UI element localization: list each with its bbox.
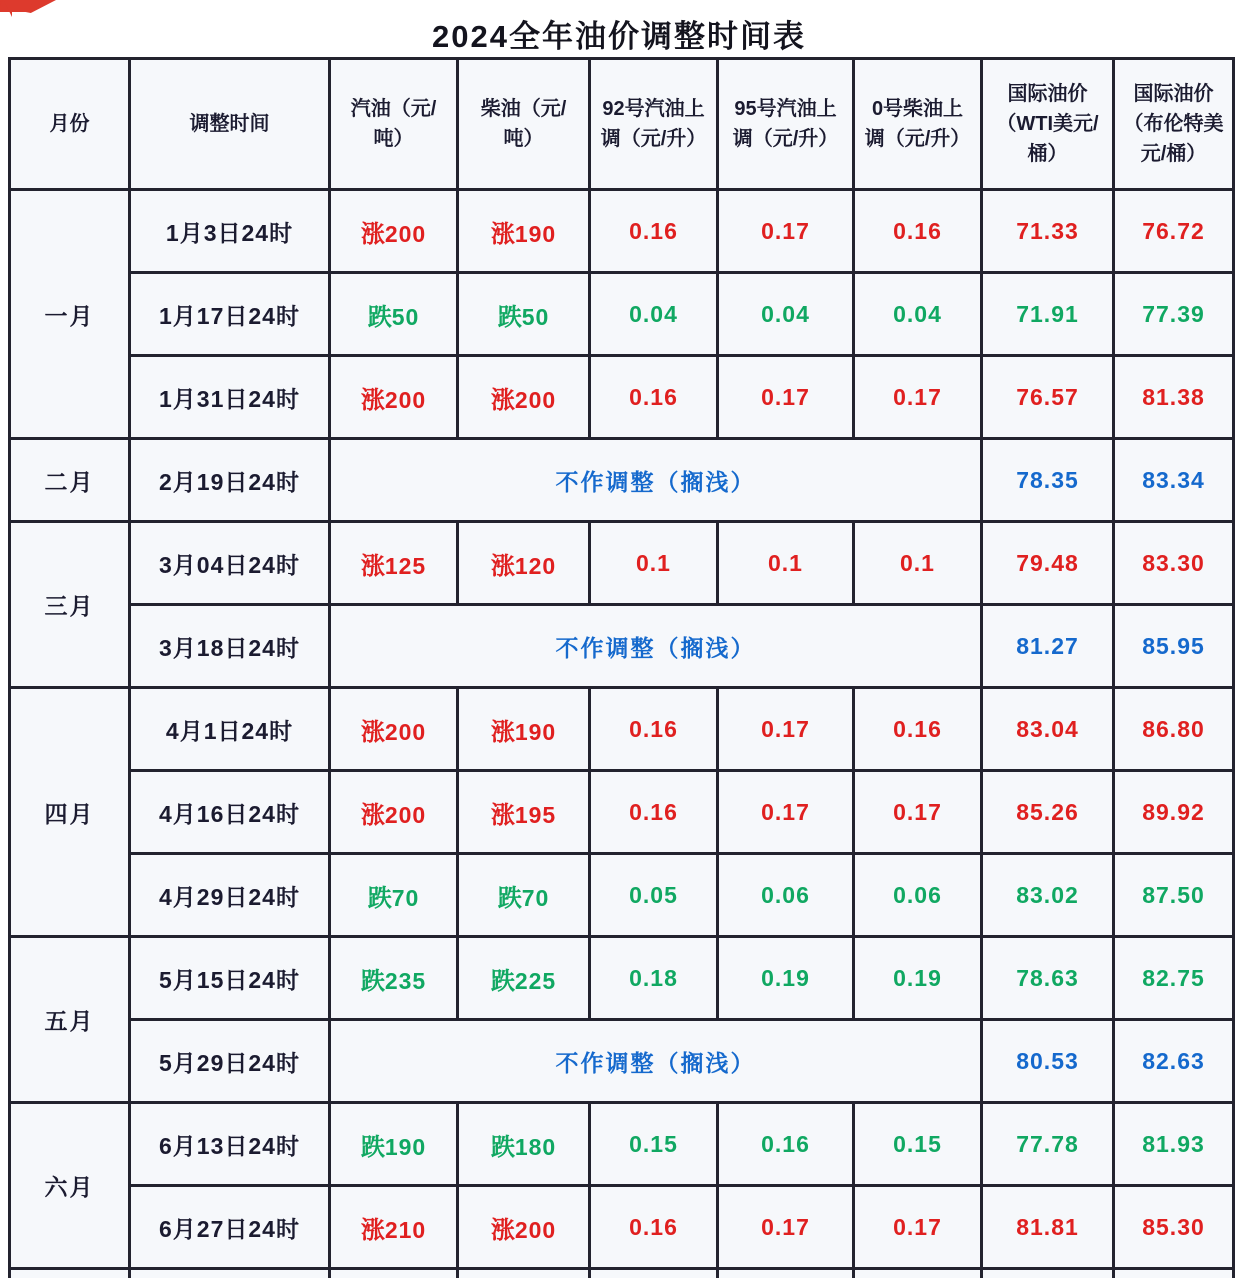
wti-cell: 85.26 — [982, 771, 1114, 854]
header-diesel: 柴油（元/吨） — [458, 59, 590, 190]
month-cell: 五月 — [10, 937, 130, 1103]
gasoline-value: 125 — [384, 552, 427, 579]
gasoline-value: 200 — [384, 801, 427, 828]
diesel-value: 50 — [521, 303, 550, 330]
wti-cell: 78.63 — [982, 937, 1114, 1020]
month-cell: 一月 — [10, 190, 130, 439]
gas95-cell: 0.04 — [718, 273, 854, 356]
brent-cell: 85.95 — [1114, 605, 1234, 688]
header-diesel0: 0号柴油上调（元/升） — [854, 59, 982, 190]
diesel-value: 180 — [514, 1133, 557, 1160]
no-adjust-cell: 不作调整（搁浅） — [330, 1020, 982, 1103]
gasoline-value: 200 — [384, 220, 427, 247]
diesel-cell — [458, 1103, 590, 1186]
diesel-value: 225 — [514, 967, 557, 994]
date-cell: 1月17日24时 — [130, 273, 330, 356]
trend-up-glyph: 涨 — [360, 1216, 385, 1244]
wti-cell: 77.78 — [982, 1103, 1114, 1186]
trend-down-glyph: 跌 — [497, 884, 522, 912]
trend-up-glyph: 涨 — [490, 1216, 515, 1244]
trend-up-glyph: 涨 — [490, 552, 515, 580]
gas95-cell: 0.17 — [718, 771, 854, 854]
gasoline-cell — [330, 1269, 458, 1278]
diesel-value: 200 — [514, 1216, 557, 1243]
wti-cell: 71.33 — [982, 190, 1114, 273]
brent-cell: 83.34 — [1114, 439, 1234, 522]
diesel0-cell: 0.16 — [854, 688, 982, 771]
diesel-cell — [458, 1186, 590, 1269]
brent-cell: 82.63 — [1114, 1020, 1234, 1103]
table-row — [10, 356, 1234, 439]
brent-cell: 81.38 — [1114, 356, 1234, 439]
date-cell: 5月29日24时 — [130, 1020, 330, 1103]
date-cell: 1月3日24时 — [130, 190, 330, 273]
trend-up-glyph: 涨 — [490, 801, 515, 829]
date-cell: 4月16日24时 — [130, 771, 330, 854]
diesel-cell — [458, 937, 590, 1020]
diesel0-cell: 0.15 — [854, 1103, 982, 1186]
wti-cell: 81.27 — [982, 605, 1114, 688]
brent-cell: 82.75 — [1114, 937, 1234, 1020]
gas95-cell: 0.1 — [718, 522, 854, 605]
trend-down-glyph: 跌 — [360, 967, 385, 995]
brent-cell: 76.72 — [1114, 190, 1234, 273]
table-row — [10, 1103, 1234, 1186]
diesel-cell — [458, 854, 590, 937]
gas92-cell: 0.18 — [590, 937, 718, 1020]
wti-cell: 71.91 — [982, 273, 1114, 356]
diesel0-cell — [854, 1269, 982, 1278]
month-cell: 六月 — [10, 1103, 130, 1269]
trend-down-glyph: 跌 — [490, 967, 515, 995]
diesel0-cell: 0.19 — [854, 937, 982, 1020]
date-cell — [130, 1269, 330, 1278]
diesel-value: 190 — [514, 718, 557, 745]
wti-cell: 78.35 — [982, 439, 1114, 522]
header-gasoline: 汽油（元/吨） — [330, 59, 458, 190]
brent-cell: 77.39 — [1114, 273, 1234, 356]
table-row — [10, 771, 1234, 854]
diesel0-cell: 0.17 — [854, 1186, 982, 1269]
table-row — [10, 1020, 1234, 1103]
date-cell: 3月04日24时 — [130, 522, 330, 605]
wti-cell: 76.57 — [982, 356, 1114, 439]
gasoline-value: 200 — [384, 718, 427, 745]
diesel0-cell: 0.17 — [854, 771, 982, 854]
trend-down-glyph: 跌 — [360, 1133, 385, 1161]
no-adjust-cell: 不作调整（搁浅） — [330, 439, 982, 522]
table-row — [10, 273, 1234, 356]
gas92-cell: 0.16 — [590, 688, 718, 771]
trend-up-glyph: 涨 — [360, 552, 385, 580]
diesel-value: 190 — [514, 220, 557, 247]
trend-up-glyph: 涨 — [490, 718, 515, 746]
trend-up-glyph: 涨 — [360, 801, 385, 829]
table-row-clipped — [10, 1269, 1234, 1278]
header-wti: 国际油价（WTI美元/桶） — [982, 59, 1114, 190]
gas92-cell: 0.1 — [590, 522, 718, 605]
oil-price-table — [8, 57, 1235, 1278]
date-cell: 2月19日24时 — [130, 439, 330, 522]
trend-up-glyph: 涨 — [360, 718, 385, 746]
brent-cell — [1114, 1269, 1234, 1278]
wti-cell: 83.02 — [982, 854, 1114, 937]
date-cell: 4月29日24时 — [130, 854, 330, 937]
gas95-cell: 0.19 — [718, 937, 854, 1020]
gas95-cell: 0.17 — [718, 688, 854, 771]
date-cell: 1月31日24时 — [130, 356, 330, 439]
date-cell: 5月15日24时 — [130, 937, 330, 1020]
date-cell: 4月1日24时 — [130, 688, 330, 771]
trend-up-glyph: 涨 — [360, 386, 385, 414]
header-gas92: 92号汽油上调（元/升） — [590, 59, 718, 190]
table-row — [10, 1186, 1234, 1269]
gasoline-cell — [330, 1186, 458, 1269]
no-adjust-cell: 不作调整（搁浅） — [330, 605, 982, 688]
gas95-cell: 0.17 — [718, 190, 854, 273]
table-row — [10, 439, 1234, 522]
gas95-cell: 0.17 — [718, 356, 854, 439]
diesel-value: 120 — [514, 552, 557, 579]
brent-cell: 83.30 — [1114, 522, 1234, 605]
brent-cell: 81.93 — [1114, 1103, 1234, 1186]
gasoline-value: 50 — [391, 303, 420, 330]
table-row — [10, 854, 1234, 937]
wti-cell: 83.04 — [982, 688, 1114, 771]
month-cell — [10, 1269, 130, 1278]
header-brent: 国际油价（布伦特美元/桶） — [1114, 59, 1234, 190]
wti-cell: 80.53 — [982, 1020, 1114, 1103]
trend-down-glyph: 跌 — [490, 1133, 515, 1161]
brent-cell: 89.92 — [1114, 771, 1234, 854]
gas95-cell — [718, 1269, 854, 1278]
diesel0-cell: 0.17 — [854, 356, 982, 439]
page-title: 2024全年油价调整时间表 — [432, 19, 806, 54]
date-cell: 6月27日24时 — [130, 1186, 330, 1269]
gas95-cell: 0.06 — [718, 854, 854, 937]
header-gas95: 95号汽油上调（元/升） — [718, 59, 854, 190]
table-row — [10, 605, 1234, 688]
table-row — [10, 190, 1234, 273]
trend-up-glyph: 涨 — [490, 386, 515, 414]
diesel-cell — [458, 771, 590, 854]
diesel0-cell: 0.1 — [854, 522, 982, 605]
gas95-cell: 0.16 — [718, 1103, 854, 1186]
gas92-cell: 0.16 — [590, 1186, 718, 1269]
date-cell: 3月18日24时 — [130, 605, 330, 688]
diesel-cell — [458, 688, 590, 771]
month-cell: 三月 — [10, 522, 130, 688]
diesel-cell — [458, 356, 590, 439]
trend-up-glyph: 涨 — [360, 220, 385, 248]
brent-cell: 85.30 — [1114, 1186, 1234, 1269]
wti-cell: 79.48 — [982, 522, 1114, 605]
diesel0-cell: 0.04 — [854, 273, 982, 356]
gasoline-value: 200 — [384, 386, 427, 413]
gasoline-cell — [330, 356, 458, 439]
trend-up-glyph: 涨 — [490, 220, 515, 248]
gasoline-cell — [330, 688, 458, 771]
gasoline-value: 235 — [384, 967, 427, 994]
diesel-cell — [458, 1269, 590, 1278]
diesel-cell — [458, 273, 590, 356]
table-row — [10, 522, 1234, 605]
diesel-value: 70 — [521, 884, 550, 911]
diesel0-cell: 0.16 — [854, 190, 982, 273]
gas92-cell: 0.16 — [590, 771, 718, 854]
gas92-cell: 0.16 — [590, 190, 718, 273]
header-adjust-time: 调整时间 — [130, 59, 330, 190]
diesel-value: 195 — [514, 801, 557, 828]
gas92-cell — [590, 1269, 718, 1278]
gasoline-cell — [330, 1103, 458, 1186]
trend-down-glyph: 跌 — [367, 303, 392, 331]
diesel-cell — [458, 522, 590, 605]
gasoline-cell — [330, 522, 458, 605]
gasoline-value: 70 — [391, 884, 420, 911]
table-row — [10, 937, 1234, 1020]
gasoline-cell — [330, 273, 458, 356]
diesel-cell — [458, 190, 590, 273]
diesel0-cell: 0.06 — [854, 854, 982, 937]
gas92-cell: 0.05 — [590, 854, 718, 937]
brent-cell: 86.80 — [1114, 688, 1234, 771]
gas95-cell: 0.17 — [718, 1186, 854, 1269]
diesel-value: 200 — [514, 386, 557, 413]
gas92-cell: 0.15 — [590, 1103, 718, 1186]
header-row — [10, 59, 1234, 190]
wti-cell: 81.81 — [982, 1186, 1114, 1269]
gasoline-value: 190 — [384, 1133, 427, 1160]
gasoline-cell — [330, 771, 458, 854]
wti-cell — [982, 1269, 1114, 1278]
brent-cell: 87.50 — [1114, 854, 1234, 937]
gasoline-cell — [330, 190, 458, 273]
gasoline-cell — [330, 854, 458, 937]
month-cell: 四月 — [10, 688, 130, 937]
gasoline-value: 210 — [384, 1216, 427, 1243]
month-cell: 二月 — [10, 439, 130, 522]
date-cell: 6月13日24时 — [130, 1103, 330, 1186]
gas92-cell: 0.16 — [590, 356, 718, 439]
table-row — [10, 688, 1234, 771]
gasoline-cell — [330, 937, 458, 1020]
gas92-cell: 0.04 — [590, 273, 718, 356]
header-month: 月份 — [10, 59, 130, 190]
trend-down-glyph: 跌 — [497, 303, 522, 331]
trend-down-glyph: 跌 — [367, 884, 392, 912]
